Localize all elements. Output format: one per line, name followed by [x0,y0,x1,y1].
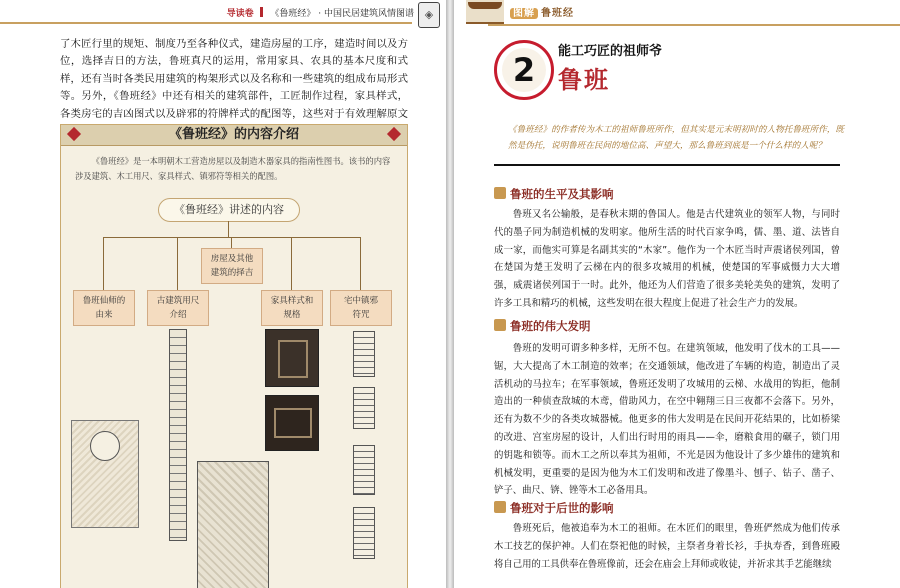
diagram-node-furniture [261,290,323,326]
diagram-node-auspicious [201,248,263,284]
header-section: 导读卷 [226,9,254,19]
node-line: 由来 [95,310,113,320]
diamond-icon [387,127,401,141]
diagram-node-ruler [147,290,209,326]
chapter-number-badge [494,40,554,100]
house-scene-image [197,461,269,588]
section-heading-text: 鲁班的伟大发明 [510,319,591,333]
section-icon [494,187,506,199]
section-heading-text: 鲁班对于后世的影响 [510,501,614,515]
section-heading [494,500,614,516]
seal-icon: ◈ [418,2,440,28]
book-gutter [446,0,454,588]
connector [228,221,229,237]
logo-text: 鲁班经 [541,8,574,19]
content-box [60,124,408,588]
chapter-subtitle: 能工巧匠的祖师爷 [558,44,663,59]
body-text: 了木匠行里的规矩、制度乃至各种仪式，建造房屋的工序，建造时间以及方位，选择吉日的方法，鲁班真尺的运用，常用家具、农具的基本尺度和式样，还有当时各类民用建筑的构架形式以及名称和一些建筑的组成布局形式等。另外，《鲁班经》中还有相关的建筑部件，工匠制作过程，家具样式，各类房宅的吉凶图式以及辟邪的符牌样式的配图等，这些对于有效理解原文 [60,38,408,120]
header-subtitle: 中国民居建筑风情图谱 [323,9,414,19]
node-line: 宅中镇邪 [343,296,378,306]
node-line: 规格 [283,310,301,320]
section-text: 鲁班又名公输般，是春秋末期的鲁国人。他是古代建筑业的领军人物，与同时代的墨子同为制造机械的发明家。他所生活的时代百家争鸣，儒、墨、道、法皆自成一家，而他实可算是名副其实的“木家”。他作为一个木匠当时声震诸侯列国，曾在楚国为楚王发明了云梯在内的很多攻城用的机械，使楚国的军事威慑力大大增强，威震诸侯列国于一时。此外，他还为人们营造了很多美轮美奂的建筑，发明了许多工具和精巧的机械，这些发明在很大程度上促进了社会生产力的发展。 [494,209,840,309]
node-line: 建筑的择吉 [210,268,254,278]
ruler-image [169,329,187,541]
diagram-root: 《鲁班经》讲述的内容 [158,198,300,222]
left-page [0,0,446,588]
logo-pill: 图解 [510,8,538,19]
section-text: 鲁班的发明可谓多种多样，无所不包。在建筑领域，他发明了伐木的工具——锯，大大提高了木工制造的效率；在交通领域，他改进了车辆的构造，制造出了灵活机动的马拉车；在军事领域，鲁班还发明了攻城用的云梯、水战用的钩拒，他制造出的一种侦查敌城的木鸢，借助风力，在空中翱翔三日三夜都不会落下。另外，还有为数不少的各类攻城器械。他更多的伟大发明是在民间开花结果的，比如桥梁的改进、宫室房屋的设计，人们出行时用的雨具——伞，磨粮食用的碾子，锁门用的钥匙和锁等。而木工之所以奉其为祖师，不光是因为他设计了多少雄伟的建筑和机械发明，更重要的是因为他为木工们发明和改进了像墨斗、刨子、钻子、凿子、铲子、曲尺、锛、锉等木工必备用具。 [494,343,840,497]
talisman-image [353,507,375,559]
cabinet-image [265,329,319,387]
box-title-text: 《鲁班经》的内容介绍 [168,127,299,142]
header-book: 《鲁班经》 [270,9,316,19]
talisman-image [353,331,375,377]
chest-image [265,395,319,451]
connector [103,237,104,290]
node-line: 房屋及其他 [210,254,254,264]
talisman-image [353,445,375,495]
chapter-intro: 《鲁班经》的作者传为木工的祖师鲁班所作，但其实是元末明初时的人物托鲁班所作，既然是伪托，说明鲁班在民间的地位高、声望大，那么鲁班到底是一个什么样的人呢？ [508,125,844,151]
diagram-node-origin [73,290,135,326]
luban-portrait-image [71,420,139,528]
section-heading-text: 鲁班的生平及其影响 [510,187,614,201]
node-line: 鲁班仙师的 [82,296,126,306]
header-rule [0,22,412,24]
talisman-image [353,387,375,429]
connector [291,237,292,290]
right-page [454,0,900,588]
connector [360,237,361,290]
node-line: 家具样式和 [270,296,314,306]
header-logo [510,4,574,19]
node-line: 介绍 [169,310,187,320]
chapter-title: 鲁班 [558,65,610,94]
section-heading [494,318,591,334]
header-divider [260,7,263,17]
section-icon [494,319,506,331]
running-header [227,6,414,19]
pavilion-icon [466,0,504,24]
diagram-node-talisman [330,290,392,326]
box-intro: 《鲁班经》是一本明朝木工营造房屋以及制造木器家具的指南性图书。该书的内容涉及建筑、木工用尺、家具样式、镇邪符等相关的配图。 [75,156,391,181]
connector [177,237,178,290]
header-separator: · [318,9,324,19]
section-text: 鲁班死后，他被追奉为木工的祖师。在木匠们的眼里，鲁班俨然成为他们传承木工技艺的保护神。人们在祭祀他的时候，主祭者身着长衫，手执寿香，到鲁班殿将自己用的工具供奉在鲁班像前，还会在庙会上拜师或收徒，并祈求其手艺能继续 [494,523,840,570]
chapter-number: 2 [502,48,546,92]
divider [494,164,840,166]
header-rule [488,24,900,26]
connector [231,237,232,248]
node-line: 符咒 [352,310,370,320]
box-title [61,125,407,146]
section-icon [494,501,506,513]
diamond-icon [67,127,81,141]
section-heading [494,186,614,202]
node-line: 古建筑用尺 [156,296,200,306]
